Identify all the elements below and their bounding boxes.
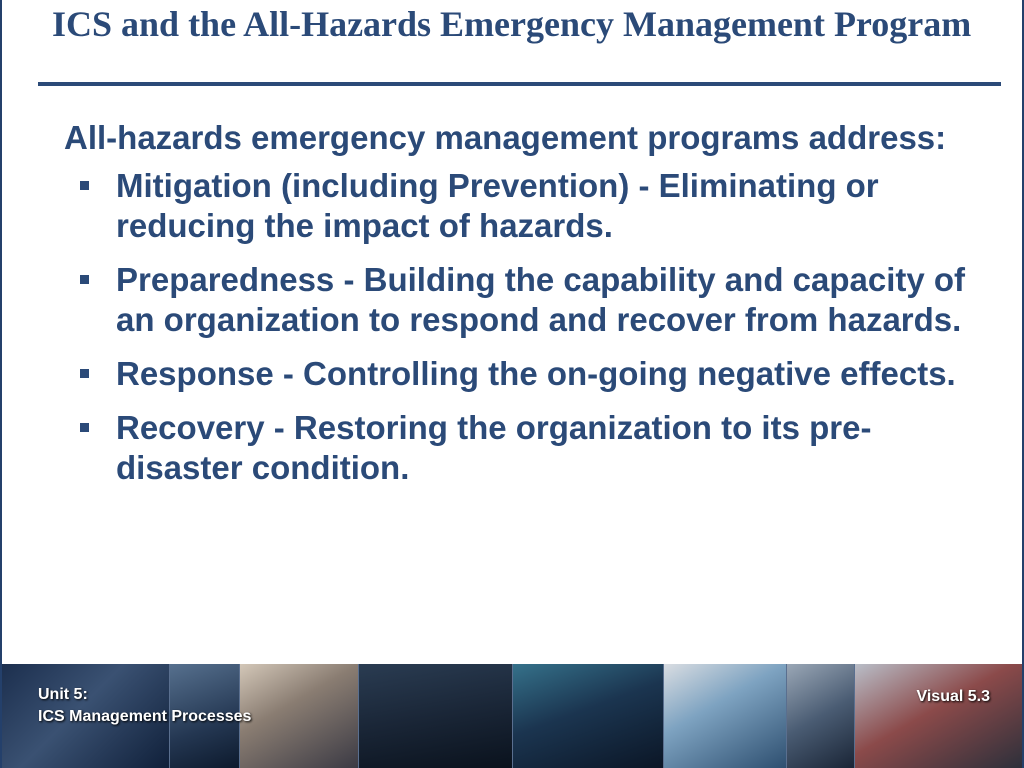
square-bullet-icon: [80, 181, 89, 190]
visual-number: Visual 5.3: [916, 688, 990, 705]
square-bullet-icon: [80, 275, 89, 284]
square-bullet-icon: [80, 423, 89, 432]
slide-body: [64, 118, 984, 502]
footer-photo: [359, 664, 513, 768]
unit-number: Unit 5:: [38, 686, 88, 703]
bullet-response: [64, 354, 984, 394]
bullet-text: Recovery - Restoring the organization to its pre-disaster condition.: [116, 409, 872, 486]
footer-photo: [787, 664, 856, 768]
footer-photo: [855, 664, 1024, 768]
square-bullet-icon: [80, 369, 89, 378]
bullet-recovery: [64, 408, 984, 488]
footer-photo: [240, 664, 358, 768]
bullet-mitigation: [64, 166, 984, 246]
unit-title: ICS Management Processes: [38, 708, 252, 725]
slide-title: ICS and the All-Hazards Emergency Management Program: [52, 4, 972, 44]
bullet-text: Response - Controlling the on-going negative effects.: [116, 355, 956, 392]
footer-photo: [513, 664, 665, 768]
bullet-text: Preparedness - Building the capability and capacity of an organization to respond and recover from hazards.: [116, 261, 966, 338]
bullet-text: Mitigation (including Prevention) - Eliminating or reducing the impact of hazards.: [116, 167, 879, 244]
footer-photo: [664, 664, 786, 768]
intro-text: All-hazards emergency management programs address:: [64, 119, 947, 156]
title-divider: [38, 82, 1001, 86]
bullet-preparedness: [64, 260, 984, 340]
unit-label: [38, 684, 251, 728]
bullet-list: [64, 166, 984, 488]
